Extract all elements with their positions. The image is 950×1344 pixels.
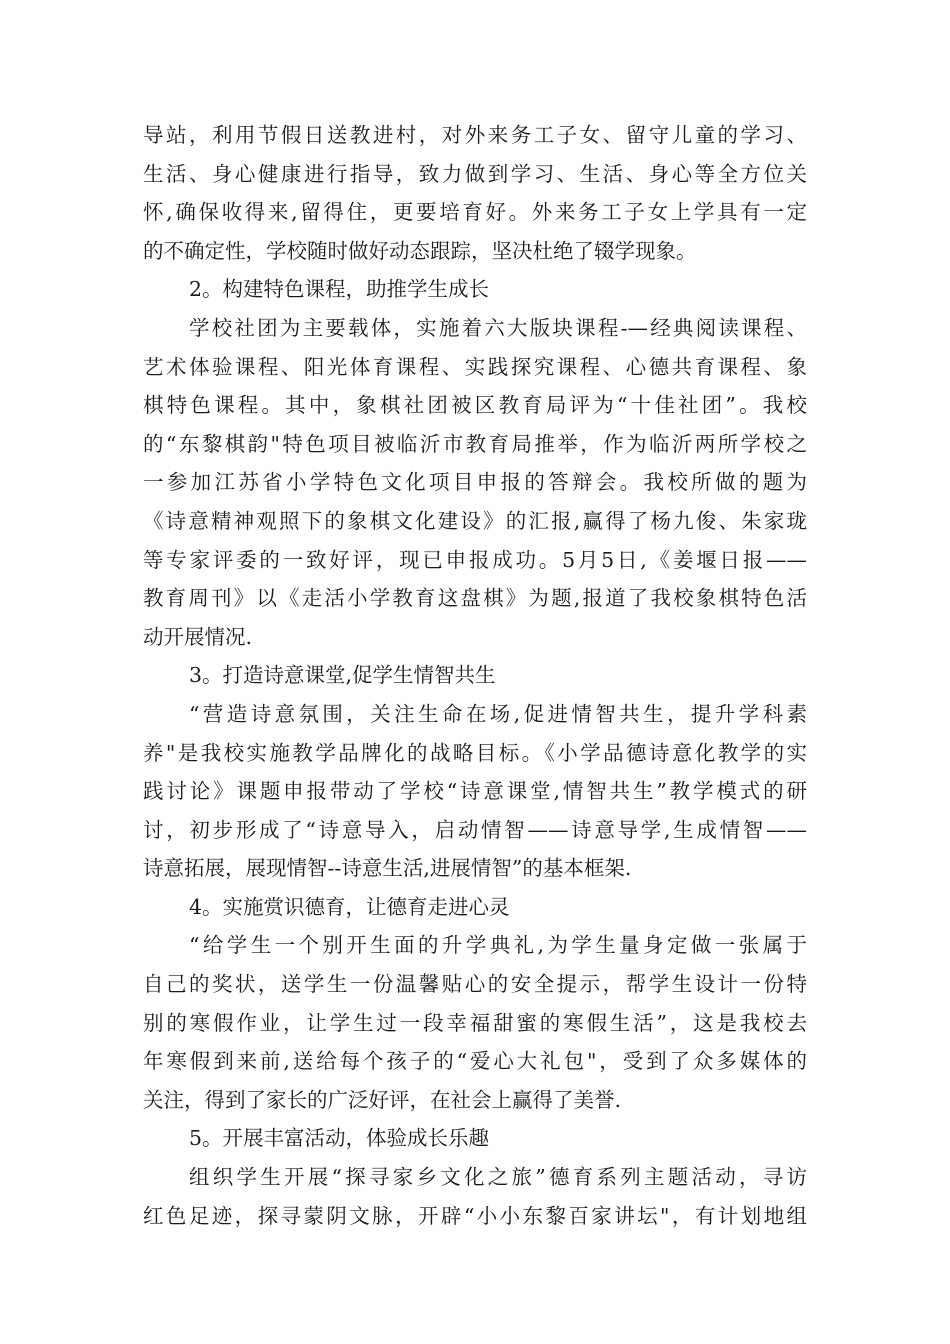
section-heading: 2。构建特色课程，助推学生成长	[189, 277, 490, 302]
section-heading: 5。开展丰富活动，体验成长乐趣	[189, 1126, 490, 1151]
text-line: 年寒假到来前,送给每个孩子的“爱心大礼包"，受到了众多媒体的	[143, 1049, 807, 1074]
body-text	[143, 116, 807, 1235]
text-line: “营造诗意氛围，关注生命在场,促进情智共生，提升学科素	[189, 701, 807, 726]
text-line: 艺术体验课程、阳光体育课程、实践探究课程、心德共育课程、象	[143, 354, 807, 379]
text-line: 等专家评委的一致好评，现已申报成功。5月5日,《姜堰日报——	[143, 547, 807, 572]
text-line: 导站，利用节假日送教进村，对外来务工子女、留守儿童的学习、	[143, 123, 807, 147]
text-line: 践讨论》课题申报带动了学校“诗意课堂,情智共生”教学模式的研	[143, 779, 807, 804]
text-line: 的“东黎棋韵"特色项目被临沂市教育局推举，作为临沂两所学校之	[143, 431, 807, 456]
text-line: 生活、身心健康进行指导，致力做到学习、生活、身心等全方位关	[143, 161, 807, 186]
text-line: 养"是我校实施教学品牌化的战略目标。《小学品德诗意化教学的实	[143, 740, 807, 765]
text-line: 讨，初步形成了“诗意导入，启动情智——诗意导学,生成情智——	[143, 817, 807, 842]
section-heading: 3。打造诗意课堂,促学生情智共生	[189, 663, 496, 688]
text-line: 组织学生开展“探寻家乡文化之旅”德育系列主题活动，寻访	[189, 1165, 807, 1190]
text-line: 一参加江苏省小学特色文化项目申报的答辩会。我校所做的题为	[143, 470, 807, 495]
text-line: 诗意拓展，展现情智--诗意生活,进展情智”的基本框架.	[143, 856, 632, 881]
text-line: “给学生一个别开生面的升学典礼,为学生量身定做一张属于	[189, 933, 807, 958]
text-line: 动开展情况.	[143, 624, 253, 649]
text-line: 教育周刊》以《走活小学教育这盘棋》为题,报道了我校象棋特色活	[143, 586, 807, 611]
text-line: 的不确定性，学校随时做好动态跟踪，坚决杜绝了辍学现象。	[143, 238, 697, 263]
text-line: 棋特色课程。其中，象棋社团被区教育局评为“十佳社团”。我校	[143, 393, 807, 418]
text-line: 红色足迹，探寻蒙阴文脉，开辟“小小东黎百家讲坛"，有计划地组	[143, 1203, 807, 1228]
text-line: 学校社团为主要载体，实施着六大版块课程-—经典阅读课程、	[189, 315, 807, 340]
text-line: 《诗意精神观照下的象棋文化建设》的汇报,赢得了杨九俊、朱家珑	[143, 508, 807, 533]
text-line: 别的寒假作业，让学生过一段幸福甜蜜的寒假生活”，这是我校去	[143, 1010, 807, 1035]
text-line: 怀,确保收得来,留得住，更要培育好。外来务工子女上学具有一定	[143, 200, 807, 225]
section-heading: 4。实施赏识德育，让德育走进心灵	[189, 894, 510, 919]
text-line: 自己的奖状，送学生一份温馨贴心的安全提示，帮学生设计一份特	[143, 972, 807, 997]
text-line: 关注，得到了家长的广泛好评，在社会上赢得了美誉.	[143, 1087, 622, 1112]
